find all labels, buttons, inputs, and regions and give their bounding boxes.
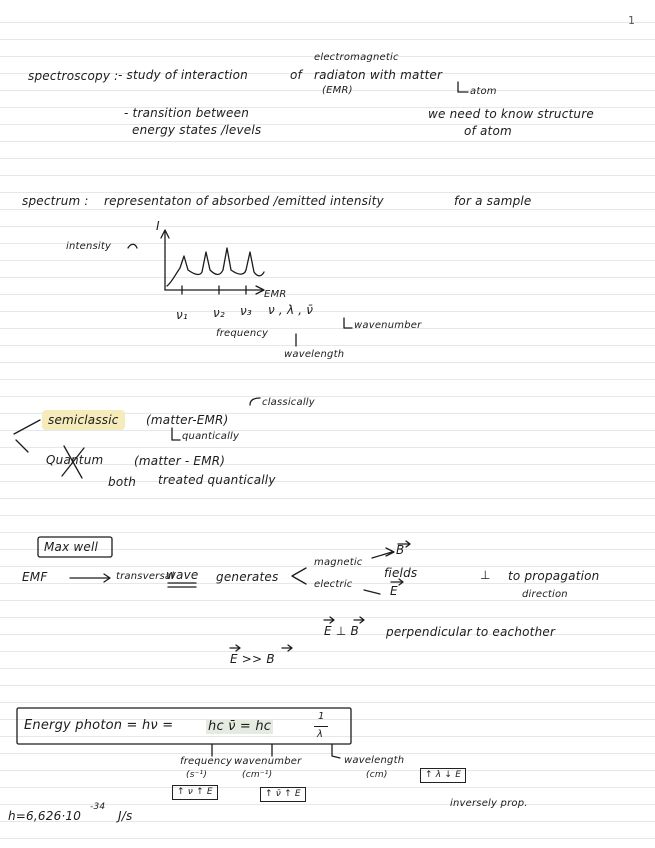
maxwell-perp-text: perpendicular to eachother xyxy=(386,625,556,639)
spectrum-def-rest: for a sample xyxy=(454,194,532,208)
energy-freq-rel: ↑ ν ↑ E xyxy=(172,785,218,800)
planck-exponent: -34 xyxy=(90,802,106,812)
planck-constant: h=6,626·10 xyxy=(8,809,82,823)
tick-label-2: ν₂ xyxy=(213,306,225,320)
maxwell-generates: generates xyxy=(216,570,279,584)
energy-lhs: Energy photon = hν = xyxy=(24,718,174,733)
energy-hc-nubar: hc ν̄ = hc xyxy=(208,719,272,734)
spectroscopy-def1-rest: radiaton with matter xyxy=(314,68,443,82)
spectrum-term: spectrum : xyxy=(22,194,89,208)
spectroscopy-atom: atom xyxy=(470,86,497,97)
quantum-label: Quantum xyxy=(46,453,104,467)
energy-wavenum-unit: (cm⁻¹) xyxy=(242,770,273,780)
spectrum-def: representaton of absorbed /emitted intensity xyxy=(104,194,384,208)
spectrum-axis-vars: ν , λ , ν̄ xyxy=(268,303,314,317)
both-label: both xyxy=(108,475,137,489)
maxwell-e-label: E xyxy=(390,584,398,598)
quantically-label: quantically xyxy=(182,431,240,442)
semiclassic-pair: (matter-EMR) xyxy=(146,413,229,427)
energy-inverse: inversely prop. xyxy=(450,798,528,809)
energy-frac-den: λ xyxy=(317,729,324,740)
spectroscopy-term: spectroscopy : xyxy=(28,69,119,83)
semiclassic-highlight: semiclassic xyxy=(42,410,125,430)
tick-label-1: ν₁ xyxy=(176,308,188,322)
spectroscopy-em-above: electromagnetic xyxy=(314,52,399,63)
maxwell-wave: wave xyxy=(166,568,199,582)
spectrum-y-label: intensity xyxy=(66,241,112,252)
spectrum-x-label: EMR xyxy=(264,289,287,300)
tick-label-3: ν₃ xyxy=(240,304,252,318)
maxwell-magnetic: magnetic xyxy=(314,557,363,568)
maxwell-title: Max well xyxy=(44,540,99,554)
energy-wavenum-rel: ↑ ν̄ ↑ E xyxy=(260,787,306,802)
spectroscopy-def2a: - transition between xyxy=(124,106,250,120)
maxwell-to-prop2: direction xyxy=(522,589,568,600)
energy-wavelen-unit: (cm) xyxy=(366,770,388,780)
maxwell-perp-sym: ⊥ xyxy=(480,568,491,582)
maxwell-fields: fields xyxy=(384,566,418,580)
spectrum-y-symbol: I xyxy=(156,219,160,233)
maxwell-gg-eq: E >> B xyxy=(230,652,275,666)
planck-unit: J/s xyxy=(118,809,133,823)
spectrum-frequency: frequency xyxy=(216,328,269,339)
energy-freq-unit: (s⁻¹) xyxy=(186,770,208,780)
classically-label: classically xyxy=(262,397,315,408)
spectroscopy-of: of xyxy=(290,68,302,82)
fraction-bar xyxy=(314,726,328,727)
maxwell-emf: EMF xyxy=(22,570,48,584)
spectroscopy-note1: we need to know structure xyxy=(428,107,594,121)
spectroscopy-def1: - study of interaction xyxy=(118,68,248,82)
quantum-pair: (matter - EMR) xyxy=(134,454,226,468)
spectroscopy-def2b: energy states /levels xyxy=(132,123,262,137)
energy-wavelen: wavelength xyxy=(344,755,405,766)
page-number: 1 xyxy=(628,14,635,27)
maxwell-b-label: B xyxy=(396,543,405,557)
energy-wavenum: wavenumber xyxy=(234,756,302,767)
treated-label: treated quantically xyxy=(158,473,276,487)
maxwell-to-prop1: to propagation xyxy=(508,569,600,583)
spectrum-wavelength: wavelength xyxy=(284,349,345,360)
maxwell-electric: electric xyxy=(314,579,353,590)
spectroscopy-emr: (EMR) xyxy=(322,85,353,96)
energy-freq: frequency xyxy=(180,756,233,767)
maxwell-transversal: transversal xyxy=(116,571,175,582)
spectroscopy-note2: of atom xyxy=(464,124,512,138)
spectrum-curve xyxy=(167,248,264,286)
spectrum-wavenumber: wavenumber xyxy=(354,320,422,331)
maxwell-perp-eq: E ⊥ B xyxy=(324,624,359,638)
energy-frac-num: 1 xyxy=(318,711,325,722)
energy-wavelen-rel: ↑ λ ↓ E xyxy=(420,768,466,783)
